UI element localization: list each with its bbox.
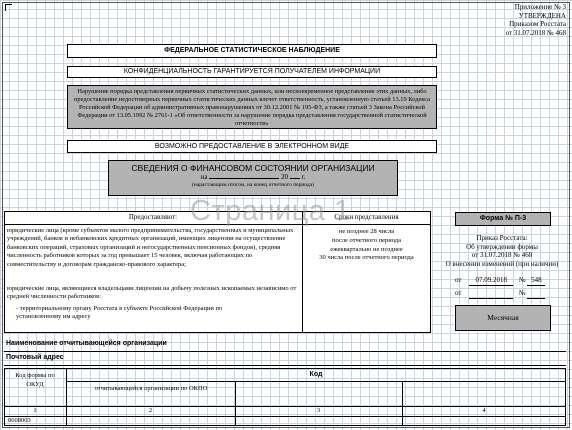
change-date: 07.09.2018 bbox=[469, 276, 513, 286]
periodicity-box: Месячная bbox=[455, 305, 551, 331]
violation-notice: Нарушение порядка представления первичных статистических данных, или несвоевременное представление этих данных, либо предоставление недостоверных первичных статистических данных влечет ответственность, установленную статьей 13.19 Кодекса Российской Федерации об административных правонарушениях от 30.12.2001 № 195-ФЗ, а также статьей 3 Закона Российской Федерации от 13.05.1992 № 2761-1 «Об ответственности за нарушение порядка представления государственной статистической отчетности» bbox=[67, 85, 437, 129]
confidentiality-notice: КОНФИДЕНЦИАЛЬНОСТЬ ГАРАНТИРУЕТСЯ ПОЛУЧАТЕЛЕМ ИНФОРМАЦИИ bbox=[67, 66, 437, 78]
from-label-2: от bbox=[455, 289, 462, 297]
okud-code-value: 0608003 bbox=[8, 417, 31, 424]
deadline-block bbox=[302, 228, 431, 263]
approval-block bbox=[506, 3, 566, 37]
changes-row-1 bbox=[455, 276, 565, 286]
no-label-1: № bbox=[518, 276, 526, 284]
submitters-row-license-holders: юридические лица, являющиеся владельцами лицензии на добычу полезных ископаемых независимо от средней численности работников: bbox=[7, 285, 297, 301]
submitters-row-territorial: - территориальному органу Росстата в субъекте Российской Федерации по установленному им адресу bbox=[16, 305, 223, 321]
page-watermark: Страница 1 bbox=[190, 195, 351, 227]
order-line-1: Приказ Росстата: bbox=[476, 234, 528, 242]
report-title: СВЕДЕНИЯ О ФИНАНСОВОМ СОСТОЯНИИ ОРГАНИЗАЦИИ bbox=[131, 163, 375, 173]
appendix-number: Приложение № 3 bbox=[514, 3, 566, 11]
order-line-2: Об утверждении формы bbox=[466, 242, 538, 251]
col-number-4: 4 bbox=[482, 407, 486, 414]
report-period-note: (нарастающим итогом, на конец отчетного периода) bbox=[192, 182, 314, 188]
changes-label: О внесении изменений (при наличии) bbox=[445, 259, 559, 268]
observation-title: ФЕДЕРАЛЬНОЕ СТАТИСТИЧЕСКОЕ НАБЛЮДЕНИЕ bbox=[67, 44, 437, 58]
report-year-prefix: 20 bbox=[281, 173, 288, 181]
col-number-3: 3 bbox=[316, 407, 321, 414]
col-number-1: 1 bbox=[33, 407, 37, 414]
report-on-label: на bbox=[200, 173, 208, 181]
okpo-header: отчитывающейся организации по ОКПО bbox=[94, 385, 208, 392]
order-label: Приказом Росстата bbox=[509, 20, 566, 28]
changes-row-2 bbox=[455, 289, 565, 299]
postal-address-label: Почтовый адрес bbox=[6, 354, 64, 361]
change-number: 548 bbox=[527, 276, 545, 286]
corner-mark bbox=[5, 4, 12, 11]
from-label-1: от bbox=[455, 276, 462, 284]
order-line-3: от 31.07.2018 № 468 bbox=[471, 251, 533, 260]
okud-header: Код формы по ОКУД bbox=[15, 372, 55, 388]
code-header: Код bbox=[309, 371, 323, 378]
order-date: от 31.07.2018 № 468 bbox=[505, 28, 566, 37]
order-info bbox=[435, 234, 569, 268]
submitters-row-legal-entities: юридические лица (кроме субъектов малого предпринимательства, государственных и муниципальных учреждений, банков и небанковских кредитных организаций, имеющих лицензии на осуществление банковских операций, страховых организаций и негосударственных пенсионных фондов), средняя численность работников которых за год превышает 15 человек, включая работающих по совместительству и договорам гражданско-правового характера; bbox=[7, 227, 294, 268]
report-year-suffix: г. bbox=[301, 173, 306, 181]
deadline-line-3: ежеквартально не позднее bbox=[330, 245, 403, 253]
col-number-2: 2 bbox=[148, 407, 153, 414]
col-submit-header: Предоставляют: bbox=[128, 213, 178, 221]
electronic-notice: ВОЗМОЖНО ПРЕДОСТАВЛЕНИЕ В ЭЛЕКТРОННОМ ВИДЕ bbox=[67, 140, 437, 153]
col-deadline-header: Сроки представления bbox=[334, 213, 399, 221]
approved-label: УТВЕРЖДЕНА bbox=[518, 11, 566, 20]
no-label-2: № bbox=[518, 289, 526, 297]
report-title-box bbox=[108, 160, 398, 196]
report-date-line bbox=[109, 173, 397, 182]
deadline-line-1: не позднее 28 числа bbox=[338, 228, 395, 235]
org-name-label: Наименование отчитывающейся организации bbox=[6, 340, 167, 347]
deadline-line-2: после отчетного периода bbox=[332, 236, 401, 244]
deadline-line-4: 30 числа после отчетного периода bbox=[319, 254, 414, 262]
form-number-box: Форма № П-3 bbox=[455, 212, 551, 226]
